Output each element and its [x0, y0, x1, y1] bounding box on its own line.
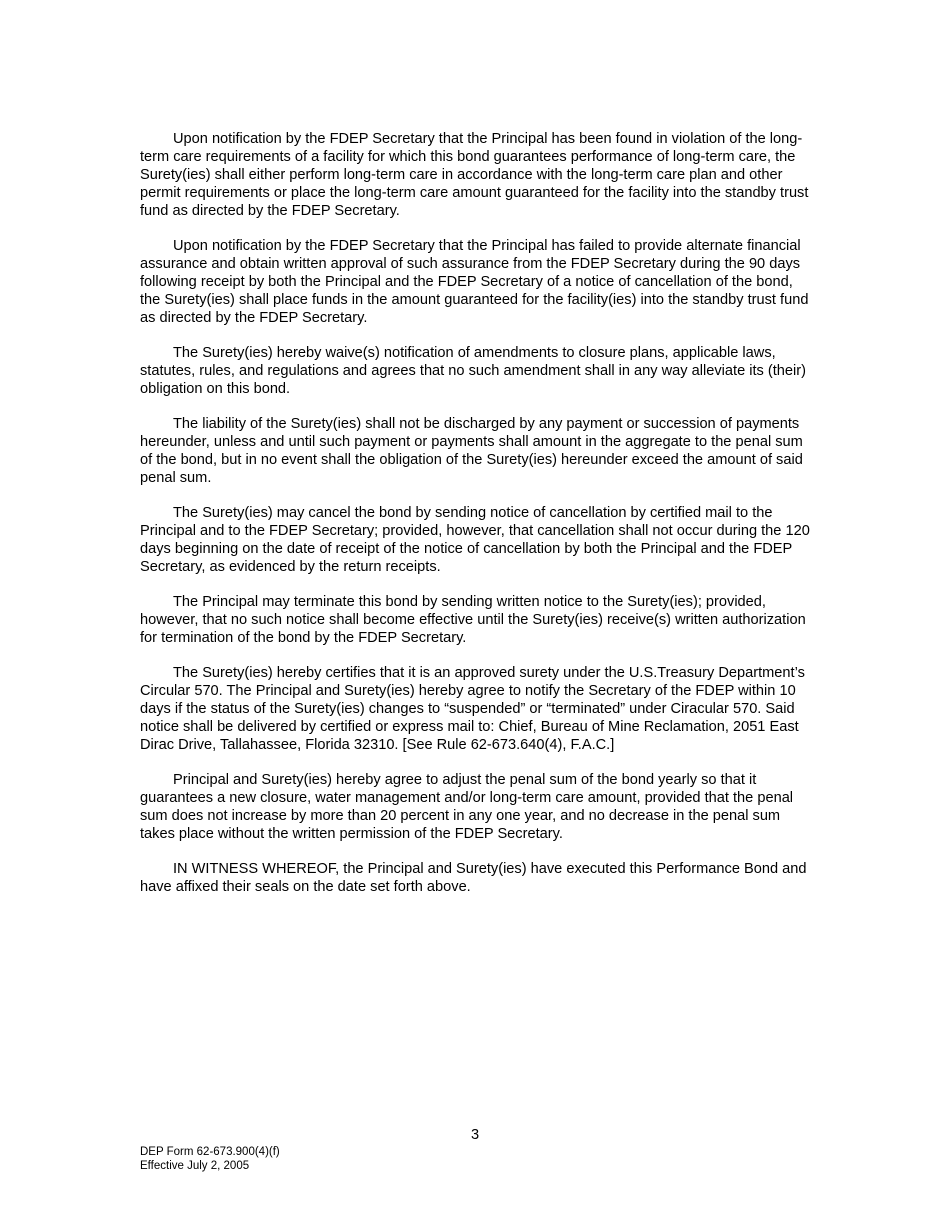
page-footer — [140, 1145, 280, 1173]
paragraph-surety-cancellation: The Surety(ies) may cancel the bond by sending notice of cancellation by certified mail to the Principal and to the FDEP Secretary; provided, however, that cancellation shall not occur during the 120 days beginning on the date of receipt of the notice of cancellation by both the Principal and the FDEP Secretary, as evidenced by the return receipts. — [140, 505, 810, 575]
paragraph-penal-sum-adjustment: Principal and Surety(ies) hereby agree to adjust the penal sum of the bond yearly so that it guarantees a new closure, water management and/or long-term care amount, provided that the penal sum does not increase by more than 20 percent in any one year, and no decrease in the penal sum takes place without the written permission of the FDEP Secretary. — [140, 772, 794, 842]
paragraph-surety-liability: The liability of the Surety(ies) shall not be discharged by any payment or succession of payments hereunder, unless and until such payment or payments shall amount in the aggregate to the penal sum of the bond, but in no event shall the obligation of the Surety(ies) hereunder exceed the amount of said penal sum. — [140, 416, 803, 486]
paragraph-surety-certification: The Surety(ies) hereby certifies that it is an approved surety under the U.S.Treasury Department’s Circular 570. The Principal and Surety(ies) hereby agree to notify the Secretary of the FDEP within 10 days if the status of the Surety(ies) changes to “suspended” or “terminated” under Ciracular 570. Said notice shall be delivered by certified or express mail to: Chief, Bureau of Mine Reclamation, 2051 East Dirac Drive, Tallahassee, Florida 32310. [See Rule 62-673.640(4), F.A.C.] — [140, 665, 805, 753]
document-body — [140, 130, 812, 913]
paragraph-in-witness-whereof: IN WITNESS WHEREOF, the Principal and Surety(ies) have executed this Performance Bond and have affixed their seals on the date set forth above. — [140, 861, 807, 895]
footer-form-number: DEP Form 62-673.900(4)(f) — [140, 1146, 280, 1158]
paragraph-alternate-financial-assurance: Upon notification by the FDEP Secretary that the Principal has failed to provide alternate financial assurance and obtain written approval of such assurance from the FDEP Secretary during the 90 days following receipt by both the Principal and the FDEP Secretary of a notice of cancellation of the bond, the Surety(ies) shall place funds in the amount guaranteed for the facility(ies) into the standby trust fund as directed by the FDEP Secretary. — [140, 238, 809, 326]
paragraph-long-term-care-violation: Upon notification by the FDEP Secretary that the Principal has been found in violation of the long-term care requirements of a facility for which this bond guarantees performance of long-term care, the Surety(ies) shall either perform long-term care in accordance with the long-term care plan and other permit requirements or place the long-term care amount guaranteed for the facility into the standby trust fund as directed by the FDEP Secretary. — [140, 131, 809, 219]
page-number: 3 — [470, 1127, 480, 1143]
paragraph-waiver-of-notification: The Surety(ies) hereby waive(s) notification of amendments to closure plans, applicable laws, statutes, rules, and regulations and agrees that no such amendment shall in any way alleviate its (their) obligation on this bond. — [140, 345, 807, 397]
footer-effective-date: Effective July 2, 2005 — [140, 1160, 250, 1172]
paragraph-principal-termination: The Principal may terminate this bond by sending written notice to the Surety(ies); provided, however, that no such notice shall become effective until the Surety(ies) receive(s) written authorization for termination of the bond by the FDEP Secretary. — [140, 594, 806, 646]
